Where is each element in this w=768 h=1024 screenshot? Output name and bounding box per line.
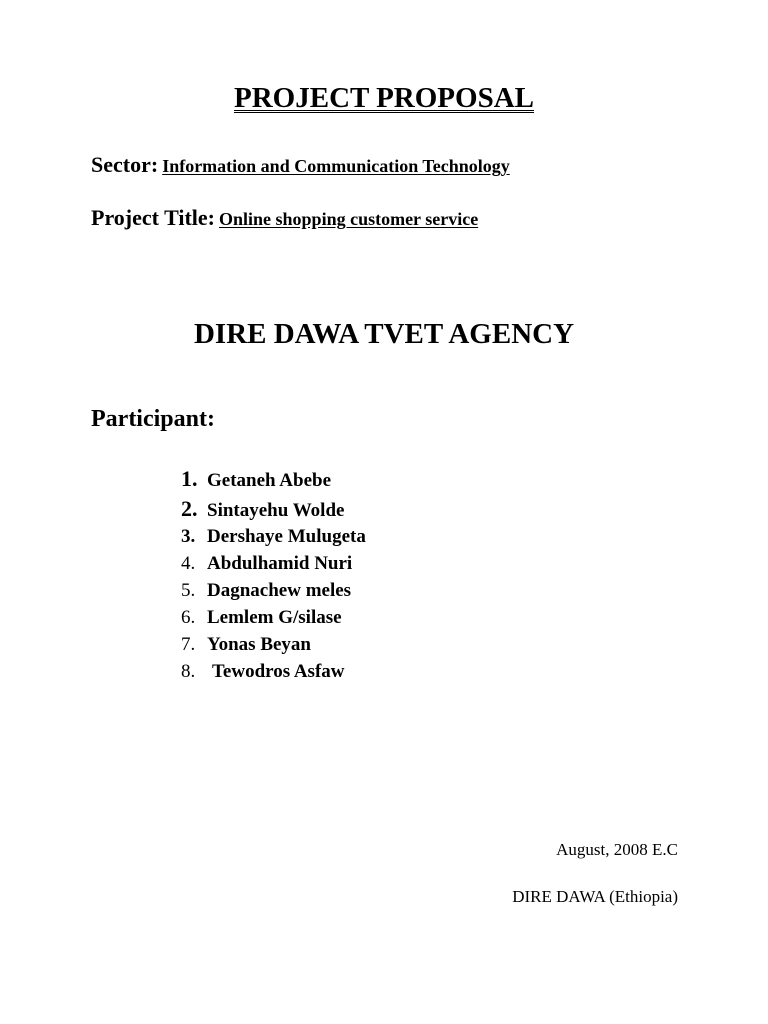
project-title-field — [91, 205, 478, 231]
list-item-number: 1. — [181, 466, 198, 491]
list-item-name: Getaneh Abebe — [207, 470, 332, 491]
document-date: August, 2008 E.C — [556, 840, 678, 859]
document-title-text: PROJECT PROPOSAL — [234, 82, 534, 114]
list-item-name: Dershaye Mulugeta — [207, 526, 366, 547]
list-item-number: 5. — [181, 580, 196, 601]
list-item — [181, 553, 366, 580]
list-item — [181, 661, 366, 688]
list-item — [181, 607, 366, 634]
list-item-name: Lemlem G/silase — [207, 607, 342, 628]
list-item-number: 4. — [181, 553, 196, 574]
list-item-name: Sintayehu Wolde — [207, 500, 345, 521]
document-place: DIRE DAWA (Ethiopia) — [512, 887, 678, 906]
sector-value: Information and Communication Technology — [162, 156, 510, 176]
sector-field — [91, 152, 510, 178]
list-item — [181, 496, 366, 526]
list-item — [181, 634, 366, 661]
project-title-value: Online shopping customer service — [219, 209, 479, 229]
participant-heading: Participant: — [91, 406, 215, 432]
sector-label: Sector: — [91, 152, 159, 177]
list-item — [181, 580, 366, 607]
agency-heading: DIRE DAWA TVET AGENCY — [193, 318, 575, 350]
list-item-name: Yonas Beyan — [207, 634, 311, 655]
list-item-number: 2. — [181, 496, 198, 521]
list-item — [181, 526, 366, 553]
list-item-number: 3. — [181, 526, 196, 547]
participant-list — [181, 466, 366, 688]
list-item-number: 6. — [181, 607, 196, 628]
list-item-name: Dagnachew meles — [207, 580, 352, 601]
list-item-number: 8. — [181, 661, 196, 682]
list-item-name: Tewodros Asfaw — [212, 661, 345, 682]
project-title-label: Project Title: — [91, 205, 216, 230]
list-item-name: Abdulhamid Nuri — [207, 553, 353, 574]
list-item-number: 7. — [181, 634, 196, 655]
list-item — [181, 466, 366, 496]
document-title — [0, 80, 768, 116]
